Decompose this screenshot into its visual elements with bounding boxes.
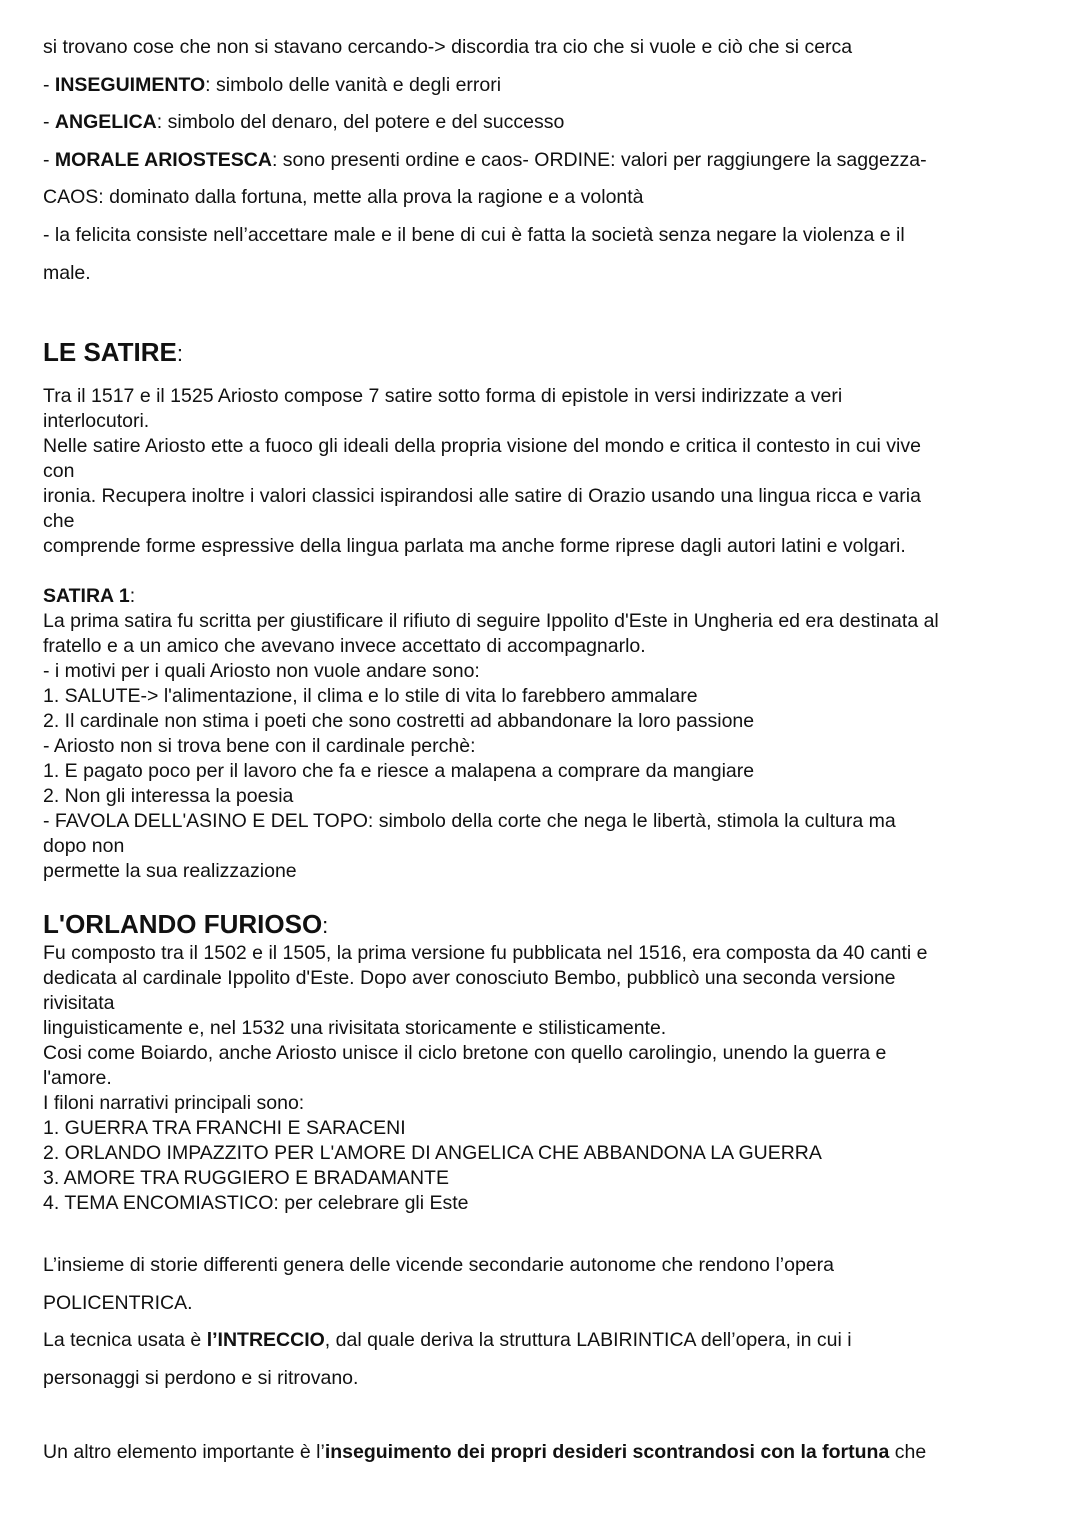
text-line: Nelle satire Ariosto ette a fuoco gli ideali della propria visione del mondo e critica il contesto in cui vive — [43, 435, 921, 457]
text-line: ironia. Recupera inoltre i valori classici ispirandosi alle satire di Orazio usando una lingua ricca e varia — [43, 485, 921, 507]
text-line: che — [43, 510, 75, 532]
bullet-inseguimento: - INSEGUIMENTO: simbolo delle vanità e degli errori — [43, 73, 502, 96]
satire-paragraph — [43, 384, 921, 559]
text-line: con — [43, 460, 75, 482]
bullet-morale: - MORALE ARIOSTESCA: sono presenti ordine e caos- ORDINE: valori per raggiungere la saggezza- — [43, 148, 927, 171]
intro-line: CAOS: dominato dalla fortuna, mette alla prova la ragione e a volontà — [43, 186, 644, 209]
intro-line: - la felicita consiste nell’accettare male e il bene di cui è fatta la società senza negare la violenza e il — [43, 223, 905, 246]
orlando-conclusion — [43, 1247, 852, 1397]
list-item: 2. ORLANDO IMPAZZITO PER L'AMORE DI ANGELICA CHE ABBANDONA LA GUERRA — [43, 1142, 822, 1164]
text-line: - i motivi per i quali Ariosto non vuole andare sono: — [43, 660, 480, 682]
text-line: permette la sua realizzazione — [43, 860, 297, 882]
text-line: dopo non — [43, 835, 125, 857]
list-item: 1. GUERRA TRA FRANCHI E SARACENI — [43, 1117, 406, 1139]
final-line: Un altro elemento importante è l’inseguimento dei propri desideri scontrandosi con la fortuna che — [43, 1441, 927, 1463]
heading-satira-1: SATIRA 1: — [43, 585, 136, 607]
text-line: linguisticamente e, nel 1532 una rivisitata storicamente e stilisticamente. — [43, 1017, 667, 1039]
text-line: POLICENTRICA. — [43, 1291, 193, 1314]
list-item: 4. TEMA ENCOMIASTICO: per celebrare gli Este — [43, 1192, 469, 1214]
intro-block — [43, 29, 927, 292]
text-line: 2. Non gli interessa la poesia — [43, 785, 294, 807]
text-line: dedicata al cardinale Ippolito d'Este. Dopo aver conosciuto Bembo, pubblicò una seconda versione — [43, 967, 896, 989]
text-line: comprende forme espressive della lingua parlata ma anche forme riprese dagli autori latini e volgari. — [43, 535, 906, 557]
text-line: Fu composto tra il 1502 e il 1505, la prima versione fu pubblicata nel 1516, era composta da 40 canti e — [43, 942, 928, 964]
text-line: l'amore. — [43, 1067, 112, 1089]
heading-le-satire: LE SATIRE: — [43, 337, 183, 367]
heading-orlando-furioso: L'ORLANDO FURIOSO: — [43, 909, 329, 939]
list-item: 3. AMORE TRA RUGGIERO E BRADAMANTE — [43, 1167, 449, 1189]
text-line: La prima satira fu scritta per giustificare il rifiuto di seguire Ippolito d'Este in Ungheria ed era destinata al — [43, 610, 939, 632]
satira1-section — [43, 584, 939, 884]
text-line: I filoni narrativi principali sono: — [43, 1092, 305, 1114]
text-line: 2. Il cardinale non stima i poeti che sono costretti ad abbandonare la loro passione — [43, 710, 755, 732]
text-line: - FAVOLA DELL'ASINO E DEL TOPO: simbolo della corte che nega le libertà, stimola la cultura ma — [43, 810, 896, 832]
text-line: 1. SALUTE-> l'alimentazione, il clima e lo stile di vita lo farebbero ammalare — [43, 685, 698, 707]
text-line: Cosi come Boiardo, anche Ariosto unisce il ciclo bretone con quello carolingio, unendo la guerra e — [43, 1042, 887, 1064]
bullet-angelica: - ANGELICA: simbolo del denaro, del potere e del successo — [43, 111, 565, 134]
text-line: personaggi si perdono e si ritrovano. — [43, 1366, 359, 1389]
text-line: - Ariosto non si trova bene con il cardinale perchè: — [43, 735, 476, 757]
intreccio-line: La tecnica usata è l’INTRECCIO, dal quale deriva la struttura LABIRINTICA dell’opera, in cui i — [43, 1329, 852, 1352]
text-line: Tra il 1517 e il 1525 Ariosto compose 7 satire sotto forma di epistole in versi indirizzate a veri — [43, 385, 843, 407]
orlando-paragraph — [43, 941, 928, 1216]
text-line: rivisitata — [43, 992, 115, 1014]
text-line: interlocutori. — [43, 410, 150, 432]
text-line: 1. E pagato poco per il lavoro che fa e riesce a malapena a comprare da mangiare — [43, 760, 755, 782]
intro-line: si trovano cose che non si stavano cercando-> discordia tra cio che si vuole e ciò che si cerca — [43, 36, 853, 58]
intro-line: male. — [43, 261, 91, 284]
text-line: fratello e a un amico che avevano invece accettato di accompagnarlo. — [43, 635, 646, 657]
text-line: L’insieme di storie differenti genera delle vicende secondarie autonome che rendono l’opera — [43, 1254, 834, 1276]
